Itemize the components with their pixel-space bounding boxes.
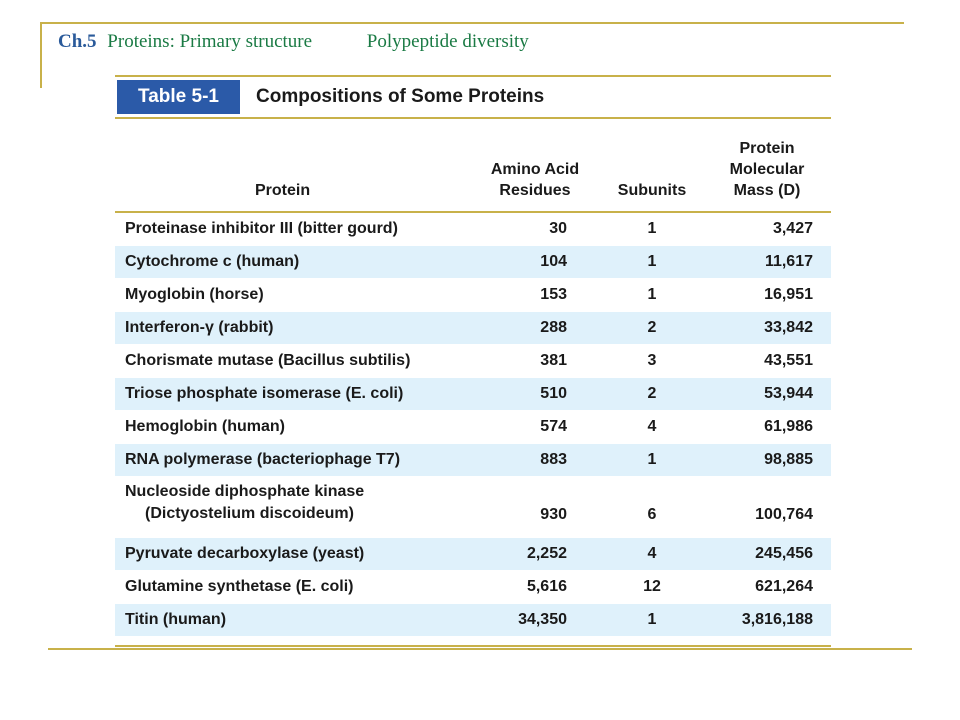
residue-count: 153 xyxy=(540,286,567,303)
residue-count: 381 xyxy=(540,352,567,369)
table-row xyxy=(115,246,831,279)
topic-label: Proteins: Primary structure xyxy=(107,31,313,52)
protein-name xyxy=(125,481,364,525)
table-row xyxy=(115,345,831,378)
subtopic-label: Polypeptide diversity xyxy=(366,31,529,52)
table-bottom-rule xyxy=(115,645,831,647)
table-row xyxy=(115,312,831,345)
molecular-mass: 61,986 xyxy=(764,418,813,435)
table-row xyxy=(115,279,831,312)
protein-name xyxy=(125,345,410,377)
subunit-count: 4 xyxy=(647,418,657,435)
table-row xyxy=(115,378,831,411)
subunit-count: 6 xyxy=(647,506,657,523)
protein-name-text: Myoglobin (horse) xyxy=(125,286,264,303)
protein-name xyxy=(125,604,226,636)
protein-name xyxy=(125,411,285,443)
protein-name-text: Pyruvate decarboxylase (yeast) xyxy=(125,545,365,562)
residue-count: 30 xyxy=(549,220,567,237)
chapter-label: Ch.5 xyxy=(58,31,97,52)
table-row xyxy=(115,477,831,538)
table-row xyxy=(115,604,831,637)
residue-count: 34,350 xyxy=(518,611,567,628)
molecular-mass: 245,456 xyxy=(755,545,813,562)
column-header-subunits: Subunits xyxy=(617,182,687,199)
residue-count: 574 xyxy=(540,418,567,435)
protein-name-text: Cytochrome c (human) xyxy=(125,253,300,270)
molecular-mass: 33,842 xyxy=(764,319,813,336)
column-header-protein: Protein xyxy=(255,182,311,199)
residue-count: 883 xyxy=(540,451,567,468)
protein-name-text: Hemoglobin (human) xyxy=(125,418,285,435)
molecular-mass: 621,264 xyxy=(755,578,813,595)
slide-header xyxy=(58,31,529,59)
residue-count: 288 xyxy=(540,319,567,336)
protein-name-text: Chorismate mutase (Bacillus subtilis) xyxy=(125,352,411,369)
molecular-mass: 100,764 xyxy=(755,506,813,523)
molecular-mass: 11,617 xyxy=(764,253,813,270)
left-rule xyxy=(40,22,42,88)
table-number-badge: Table 5-1 xyxy=(117,80,240,114)
protein-name-text: Interferon-γ (rabbit) xyxy=(125,319,274,336)
protein-name-organism: (Dictyostelium discoideum) xyxy=(145,505,354,522)
molecular-mass: 53,944 xyxy=(764,385,813,402)
protein-name xyxy=(125,378,403,410)
protein-name xyxy=(125,538,364,570)
column-header-residues: Amino Acid Residues xyxy=(490,161,580,199)
bottom-rule xyxy=(48,648,912,650)
molecular-mass: 3,816,188 xyxy=(741,611,813,628)
table-row xyxy=(115,213,831,246)
table-header xyxy=(115,123,831,213)
molecular-mass: 3,427 xyxy=(772,220,813,237)
protein-name-text: Nucleoside diphosphate kinase xyxy=(125,483,365,500)
protein-name-text: Proteinase inhibitor III (bitter gourd) xyxy=(125,220,398,237)
subunit-count: 2 xyxy=(647,319,657,336)
subunit-count: 1 xyxy=(647,253,657,270)
protein-name-text: RNA polymerase (bacteriophage T7) xyxy=(125,451,401,468)
table-row xyxy=(115,571,831,604)
protein-name xyxy=(125,213,398,245)
molecular-mass: 98,885 xyxy=(764,451,813,468)
subunit-count: 4 xyxy=(647,545,657,562)
table-row xyxy=(115,444,831,477)
protein-name xyxy=(125,279,264,311)
subunit-count: 12 xyxy=(643,578,661,595)
residue-count: 104 xyxy=(540,253,567,270)
table-row xyxy=(115,538,831,571)
subunit-count: 2 xyxy=(647,385,657,402)
table-caption: Compositions of Some Proteins xyxy=(256,86,545,107)
residue-count: 2,252 xyxy=(526,545,567,562)
residue-count: 930 xyxy=(540,506,567,523)
top-rule xyxy=(40,22,904,24)
subunit-count: 1 xyxy=(647,451,657,468)
protein-name-text: Glutamine synthetase (E. coli) xyxy=(125,578,354,595)
table-row xyxy=(115,411,831,444)
subunit-count: 1 xyxy=(647,611,657,628)
molecular-mass: 43,551 xyxy=(764,352,813,369)
table-title-bar xyxy=(115,75,831,119)
subunit-count: 3 xyxy=(647,352,657,369)
residue-count: 5,616 xyxy=(526,578,567,595)
column-header-mass: Protein Molecular Mass (D) xyxy=(729,140,805,199)
protein-composition-table xyxy=(115,75,831,647)
table-body xyxy=(115,213,831,637)
protein-name xyxy=(125,312,273,344)
protein-name-text: Triose phosphate isomerase (E. coli) xyxy=(125,385,404,402)
residue-count: 510 xyxy=(540,385,567,402)
subunit-count: 1 xyxy=(647,220,657,237)
protein-name xyxy=(125,444,400,476)
protein-name xyxy=(125,571,354,603)
protein-name-text: Titin (human) xyxy=(125,611,227,628)
molecular-mass: 16,951 xyxy=(764,286,813,303)
subunit-count: 1 xyxy=(647,286,657,303)
protein-name xyxy=(125,246,299,278)
